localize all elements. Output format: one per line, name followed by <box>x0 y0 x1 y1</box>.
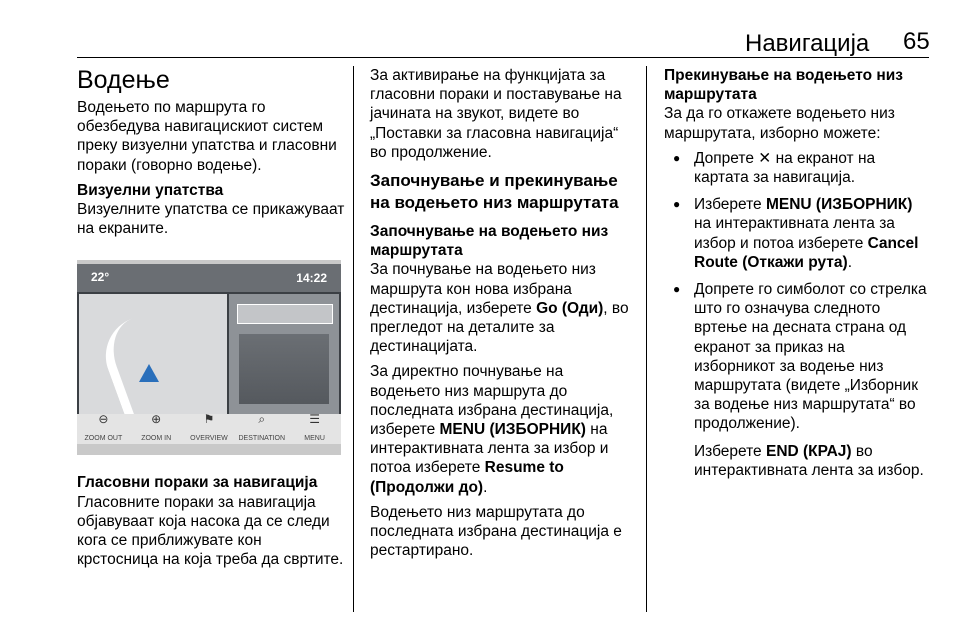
cancel-intro: За да го откажете водењето низ маршрутата, изборно можете: <box>664 105 895 142</box>
column-divider-2 <box>646 66 647 612</box>
running-header-title: Навигација <box>745 30 870 57</box>
voice-activation-paragraph: За активирање на функцијата за гласовни пораки и поставување на јачината на звукот, видете во „Поставки за гласовна навигација“ во продолжение. <box>370 67 622 161</box>
column-divider-1 <box>353 66 354 612</box>
clock-readout: 14:22 <box>296 271 327 286</box>
start-stop-heading: Започнување и прекинување на водењето низ маршрутата <box>370 171 619 213</box>
voice-prompts-heading: Гласовни пораки за навигација <box>77 474 318 492</box>
menu-button: ☰ MENU <box>291 410 339 448</box>
section-heading: Водење <box>77 66 170 94</box>
menu-icon: ☰ <box>309 412 320 427</box>
end-label: END (КРАЈ) <box>765 442 852 460</box>
go-label: Go (Оди) <box>536 299 604 317</box>
temperature-readout: 22° <box>91 270 110 285</box>
interaction-selector-bar <box>77 414 341 444</box>
restarted-paragraph: Водењето низ маршрутата до последната избрана дестинација е рестартирано. <box>370 503 622 560</box>
column-2 <box>370 66 635 566</box>
cancel-guidance-heading: Прекинување на водењето низ маршрутата <box>664 67 903 104</box>
vehicle-position-icon <box>139 364 159 382</box>
start-guidance-heading: Започнување на водењето низ маршрутата <box>370 223 609 260</box>
end-paragraph: Изберете END (КРАЈ) во интерактивната лента за избор. <box>694 442 924 479</box>
zoom-in-button: ⊕ ZOOM IN <box>132 410 180 448</box>
resume-to-label: Resume to (Продолжи до) <box>370 459 564 496</box>
list-item: ● Допрете го симболот со стрелка што го означува следното вртење на десната страна од екранот за приказ на изборникот за водење низ маршрутата (видете „Изборник за водење низ маршрутата“ во продолжение). <box>664 280 929 434</box>
visual-guidance-text: Визуелните упатства се прикажуваат на екраните. <box>77 201 345 238</box>
column-1 <box>77 66 347 575</box>
junction-view <box>229 294 339 414</box>
voice-prompts-text: Гласовните пораки за навигација објавуваат која насока да се следи кога се приближувате кон крстосница на која треба да свртите. <box>77 493 344 569</box>
status-bar <box>77 264 341 292</box>
destination-search-icon: ⌕ <box>258 412 266 427</box>
map-view <box>79 294 227 414</box>
header-rule <box>77 57 929 58</box>
column-3 <box>664 66 929 486</box>
visual-guidance-heading: Визуелни упатства <box>77 181 224 199</box>
destination-button: ⌕ DESTINATION <box>238 412 286 443</box>
navigation-screen-image <box>77 260 341 455</box>
cancel-options-list <box>664 149 929 434</box>
menu-label: MENU (ИЗБОРНИК) <box>765 196 913 214</box>
lane-guidance <box>239 334 329 404</box>
close-icon: ✕ <box>758 149 772 167</box>
zoom-out-icon: ⊖ <box>98 412 109 427</box>
overview-button: ⚑ OVERVIEW <box>185 410 233 448</box>
display-screen <box>77 264 341 414</box>
zoom-out-button: ⊖ ZOOM OUT <box>79 410 127 448</box>
menu-label: MENU (ИЗБОРНИК) <box>439 421 586 439</box>
flag-icon: ⚑ <box>203 412 215 427</box>
motorway-sign <box>237 304 333 324</box>
zoom-in-icon: ⊕ <box>151 412 162 427</box>
page-number: 65 <box>903 28 930 55</box>
list-item: ● Изберете MENU (ИЗБОРНИК) на интерактивната лента за избор и потоа изберете Cancel Route (Откажи рута). <box>664 195 929 272</box>
intro-paragraph: Водењето по маршрута го обезбедува навигацискиот систем преку визуелни упатства и гласовни пораки (говорно водење). <box>77 99 337 174</box>
list-item: ● Допрете ✕ на екранот на картата за навигација. <box>664 149 929 187</box>
start-new-destination-paragraph: За почнување на водењето низ маршрута кон нова избрана дестинација, изберете Go (Оди), во прегледот на деталите за дестинацијата. <box>370 261 629 356</box>
cancel-route-label: Cancel Route (Откажи рута) <box>694 234 919 271</box>
resume-paragraph: За директно почнување на водењето низ маршрута до последната избрана дестинација, изберете MENU (ИЗБОРНИК) на интерактивната лента за избор и потоа изберете Resume to (Продолжи до). <box>370 363 614 496</box>
